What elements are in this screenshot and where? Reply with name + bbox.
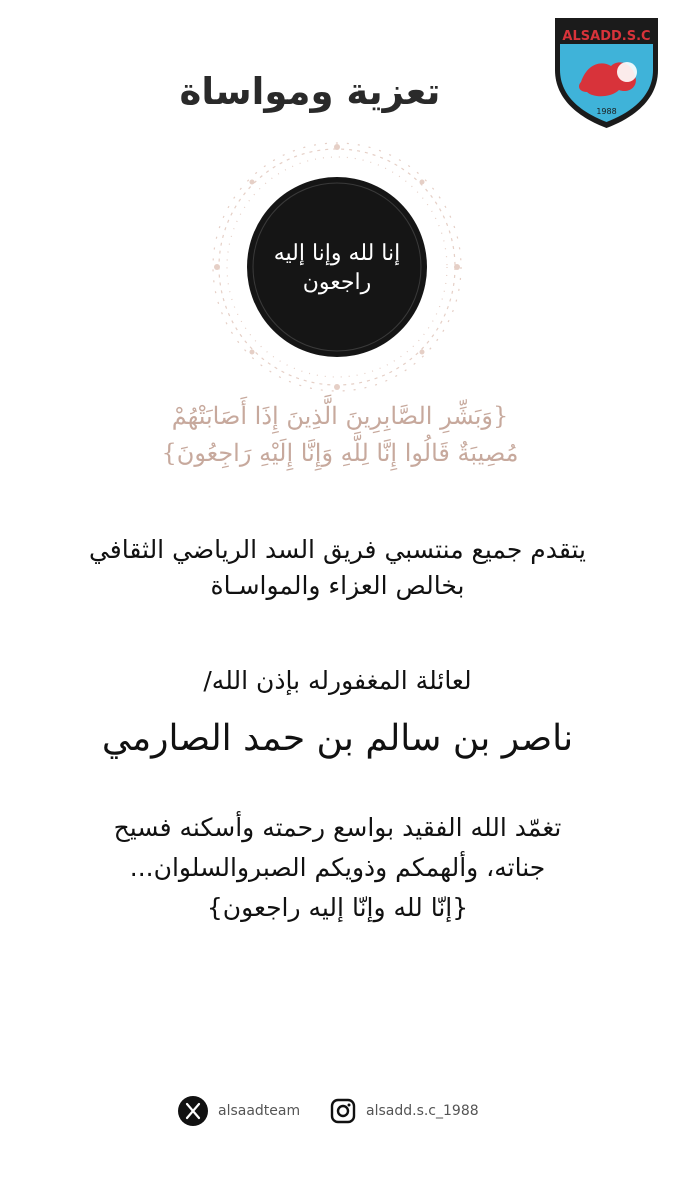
page-title: تعزية ومواساة [179,70,441,113]
instagram-handle: alsadd.s.c_1988 [366,1103,479,1119]
condolence-intro [20,532,655,605]
intro-line: يتقدم جميع منتسبي فريق السد الرياضي الثقافي [88,535,587,564]
club-logo-year: 1988 [596,107,617,116]
intro-line: بخالص العزاء والمواسـاة [210,571,465,601]
x-logo-icon [178,1096,208,1126]
prayer-line: جناته، وألهمكم وذويكم الصبروالسلوان... [129,853,546,882]
x-handle: alsaadteam [218,1103,301,1119]
verse-line: {وَبَشِّرِ الصَّابِرِينَ الَّذِينَ إِذَا أَصَابَتْهُمْ [171,402,509,430]
instagram-link[interactable] [330,1094,479,1128]
seal-calligraphy: إنا لله وإنا إليه راجعون [273,241,401,295]
prayer-line: {إنّا لله وإنّا إليه راجعون} [206,893,469,922]
quran-verse [50,398,630,472]
deceased-name: ناصر بن سالم بن حمد الصارمي [101,718,574,759]
verse-line: مُصِيبَةٌ قَالُوا إِنَّا لِلَّهِ وَإِنَّا إِلَيْهِ رَاجِعُونَ} [161,439,519,468]
club-logo-text: ALSADD.S.C [562,29,651,44]
x-link[interactable] [178,1094,300,1128]
instagram-icon [330,1098,356,1124]
prayer-text [20,808,655,928]
social-links [0,1094,675,1128]
club-logo [549,12,664,130]
family-line: لعائلة المغفورله بإذن الله/ [203,666,472,695]
prayer-line: تغمّد الله الفقيد بواسع رحمته وأسكنه فسيح [113,813,562,842]
